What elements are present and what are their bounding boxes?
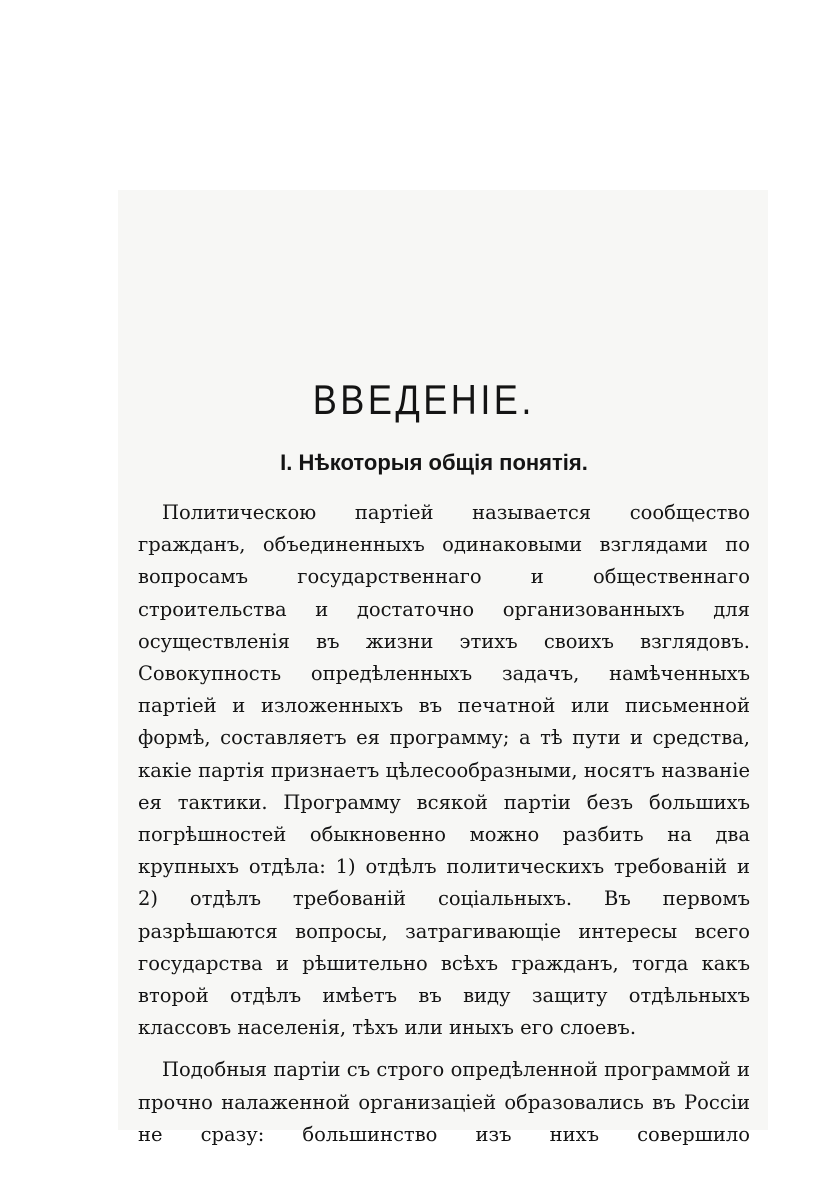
- paragraph: Подобныя партіи съ строго опредѣленной программой и прочно налаженной организаціей образовались въ Россіи не сразу: большинство изъ нихъ совершило: [138, 1058, 750, 1146]
- body-text: [138, 497, 750, 1151]
- section-heading: I. Нѣкоторыя общія понятія.: [280, 450, 588, 475]
- paragraph: Политическою партіей называется сообщество гражданъ, объединенныхъ одинаковыми взглядами по вопросамъ государственнаго и общественнаго строительства и достаточно организованныхъ для осуществленія въ жизни этихъ своихъ взглядовъ. Совокупность опредѣленныхъ задачъ, намѣченныхъ партіей и изложенныхъ въ печатной или письменной формѣ, составляетъ ея программу; а тѣ пути и средства, какіе партія признаетъ цѣлесообразными, носятъ названіе ея тактики. Программу всякой партіи безъ большихъ погрѣшностей обыкновенно можно разбить на два крупныхъ отдѣла: 1) отдѣлъ политическихъ требованій и 2) отдѣлъ требованій соціальныхъ. Въ первомъ разрѣшаются вопросы, затрагивающіе интересы всего государства и рѣшительно всѣхъ гражданъ, тогда какъ второй отдѣлъ имѣетъ въ виду защиту отдѣльныхъ классовъ населенія, тѣхъ или иныхъ его слоевъ.: [138, 501, 750, 1040]
- page-title: ВВЕДЕНІЕ.: [312, 376, 535, 423]
